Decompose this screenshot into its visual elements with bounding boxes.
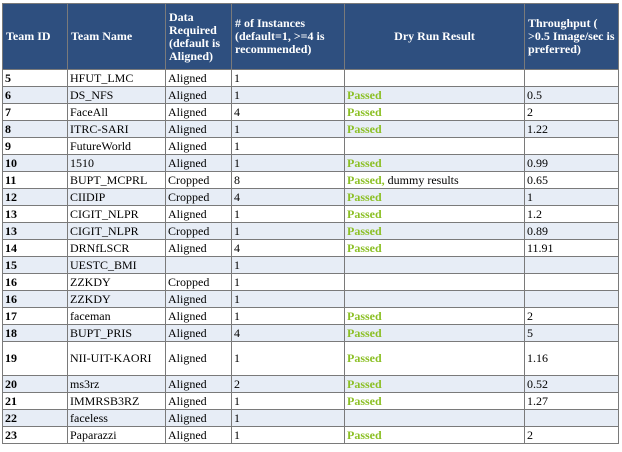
cell-dry-run-result [345,189,525,206]
cell-instances: 2 [232,376,345,393]
cell-instances: 1 [232,393,345,410]
cell-dry-run-result [345,155,525,172]
cell-dry-run-result [345,70,525,87]
passed-label: Passed [347,87,382,102]
header-row [3,4,619,70]
cell-dry-run-result [345,240,525,257]
passed-label: Passed [347,393,382,408]
cell-dry-run-result [345,376,525,393]
cell-instances: 1 [232,291,345,308]
table-header [3,4,619,70]
cell-team-name: DRNfLSCR [68,240,166,257]
cell-dry-run-result [345,104,525,121]
table-row [3,240,619,257]
cell-team-name: faceman [68,308,166,325]
passed-label: Passed, [347,172,385,187]
table-row [3,291,619,308]
cell-data-required: Aligned [166,138,232,155]
cell-throughput [525,274,619,291]
table-row [3,257,619,274]
cell-throughput: 11.91 [525,240,619,257]
cell-data-required: Cropped [166,223,232,240]
result-note: dummy results [384,172,459,187]
table-row [3,274,619,291]
cell-dry-run-result [345,291,525,308]
cell-instances: 1 [232,274,345,291]
cell-team-name: ms3rz [68,376,166,393]
passed-label: Passed [347,206,382,221]
cell-data-required: Cropped [166,172,232,189]
table-row [3,308,619,325]
table-row [3,155,619,172]
cell-instances: 1 [232,87,345,104]
cell-team-id: 12 [3,189,68,206]
cell-dry-run-result [345,223,525,240]
cell-team-id: 11 [3,172,68,189]
header-data-required: Data Required (default is Aligned) [166,4,232,70]
cell-throughput: 2 [525,427,619,444]
table-row [3,70,619,87]
cell-instances: 1 [232,257,345,274]
cell-team-name: ZZKDY [68,291,166,308]
cell-data-required: Aligned [166,104,232,121]
cell-throughput: 0.89 [525,223,619,240]
table-row [3,189,619,206]
cell-instances: 1 [232,155,345,172]
cell-data-required: Cropped [166,274,232,291]
cell-team-id: 18 [3,325,68,342]
cell-data-required: Aligned [166,291,232,308]
cell-team-id: 6 [3,87,68,104]
cell-throughput [525,138,619,155]
cell-data-required: Aligned [166,393,232,410]
results-table [2,3,619,444]
cell-dry-run-result [345,410,525,427]
cell-instances: 1 [232,206,345,223]
cell-team-name: CIIDIP [68,189,166,206]
cell-team-name: Paparazzi [68,427,166,444]
header-team-id: Team ID [3,4,68,70]
cell-instances: 4 [232,104,345,121]
cell-throughput: 1.16 [525,342,619,376]
header-instances: # of Instances (default=1, >=4 is recommended) [232,4,345,70]
passed-label: Passed [347,223,382,238]
cell-team-name: NII-UIT-KAORI [68,342,166,376]
cell-data-required: Aligned [166,325,232,342]
cell-team-name: faceless [68,410,166,427]
cell-instances: 4 [232,189,345,206]
cell-team-id: 10 [3,155,68,172]
cell-data-required: Aligned [166,206,232,223]
cell-throughput [525,291,619,308]
table-row [3,138,619,155]
table-row [3,325,619,342]
cell-instances: 1 [232,427,345,444]
cell-team-id: 14 [3,240,68,257]
cell-instances: 1 [232,342,345,376]
passed-label: Passed [347,325,382,340]
cell-instances: 1 [232,121,345,138]
cell-team-id: 5 [3,70,68,87]
cell-data-required [166,257,232,274]
cell-team-name: DS_NFS [68,87,166,104]
cell-dry-run-result [345,274,525,291]
cell-throughput: 1.2 [525,206,619,223]
cell-instances: 1 [232,308,345,325]
cell-team-name: HFUT_LMC [68,70,166,87]
cell-throughput: 0.65 [525,172,619,189]
cell-data-required: Aligned [166,155,232,172]
cell-instances: 4 [232,325,345,342]
cell-team-id: 23 [3,427,68,444]
header-dry-run-result: Dry Run Result [345,4,525,70]
cell-dry-run-result [345,308,525,325]
cell-data-required: Aligned [166,376,232,393]
table-row [3,172,619,189]
cell-team-id: 17 [3,308,68,325]
cell-instances: 1 [232,410,345,427]
cell-dry-run-result [345,325,525,342]
cell-team-id: 13 [3,206,68,223]
passed-label: Passed [347,308,382,323]
cell-team-name: ZZKDY [68,274,166,291]
cell-data-required: Aligned [166,410,232,427]
table-row [3,206,619,223]
cell-team-id: 21 [3,393,68,410]
table-row [3,121,619,138]
cell-instances: 1 [232,138,345,155]
cell-team-id: 16 [3,274,68,291]
cell-team-name: CIGIT_NLPR [68,223,166,240]
cell-data-required: Aligned [166,342,232,376]
table-row [3,223,619,240]
passed-label: Passed [347,351,382,365]
header-throughput: Throughput ( >0.5 Image/sec is preferred) [525,4,619,70]
cell-instances: 4 [232,240,345,257]
cell-data-required: Aligned [166,240,232,257]
cell-dry-run-result [345,172,525,189]
cell-dry-run-result [345,257,525,274]
cell-throughput: 1 [525,189,619,206]
cell-data-required: Aligned [166,70,232,87]
cell-throughput: 0.52 [525,376,619,393]
cell-team-name: IMMRSB3RZ [68,393,166,410]
cell-throughput: 1.22 [525,121,619,138]
passed-label: Passed [347,240,382,255]
table-row [3,87,619,104]
cell-team-id: 22 [3,410,68,427]
cell-team-id: 7 [3,104,68,121]
table-row [3,376,619,393]
cell-team-id: 16 [3,291,68,308]
passed-label: Passed [347,376,382,391]
cell-throughput: 1.27 [525,393,619,410]
cell-throughput: 0.99 [525,155,619,172]
table-row [3,342,619,376]
cell-team-name: CIGIT_NLPR [68,206,166,223]
cell-dry-run-result [345,427,525,444]
table-body [3,70,619,444]
cell-team-name: BUPT_MCPRL [68,172,166,189]
cell-dry-run-result [345,393,525,410]
cell-team-id: 9 [3,138,68,155]
cell-data-required: Aligned [166,308,232,325]
cell-dry-run-result [345,138,525,155]
cell-team-name: UESTC_BMI [68,257,166,274]
cell-team-name: ITRC-SARI [68,121,166,138]
cell-team-name: FaceAll [68,104,166,121]
cell-dry-run-result [345,87,525,104]
header-team-name: Team Name [68,4,166,70]
cell-throughput [525,257,619,274]
cell-instances: 1 [232,70,345,87]
passed-label: Passed [347,104,382,119]
cell-instances: 1 [232,223,345,240]
cell-throughput: 0.5 [525,87,619,104]
cell-data-required: Aligned [166,427,232,444]
cell-throughput: 5 [525,325,619,342]
cell-dry-run-result [345,121,525,138]
passed-label: Passed [347,121,382,136]
cell-data-required: Aligned [166,87,232,104]
cell-team-name: BUPT_PRIS [68,325,166,342]
cell-throughput: 2 [525,308,619,325]
cell-team-id: 19 [3,342,68,376]
cell-dry-run-result [345,342,525,376]
cell-throughput [525,70,619,87]
cell-team-id: 20 [3,376,68,393]
table-row [3,410,619,427]
cell-data-required: Aligned [166,121,232,138]
cell-team-name: 1510 [68,155,166,172]
cell-data-required: Cropped [166,189,232,206]
passed-label: Passed [347,427,382,442]
passed-label: Passed [347,189,382,204]
cell-team-id: 8 [3,121,68,138]
table-row [3,393,619,410]
cell-dry-run-result [345,206,525,223]
cell-team-name: FutureWorld [68,138,166,155]
passed-label: Passed [347,155,382,170]
cell-team-id: 13 [3,223,68,240]
table-row [3,427,619,444]
table-row [3,104,619,121]
cell-instances: 8 [232,172,345,189]
cell-throughput [525,410,619,427]
cell-throughput: 2 [525,104,619,121]
cell-team-id: 15 [3,257,68,274]
